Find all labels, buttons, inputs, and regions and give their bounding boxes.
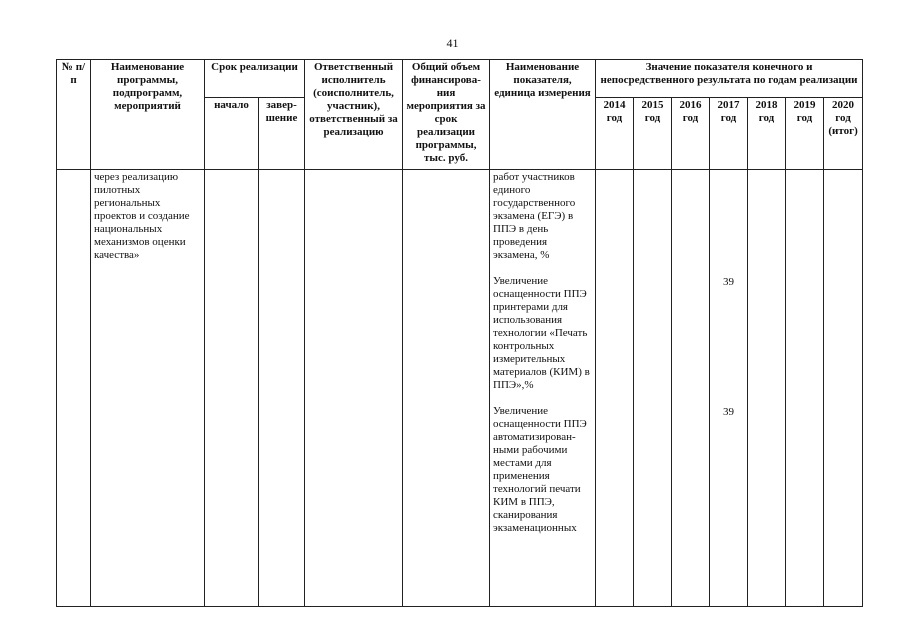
cell-value-2017 (710, 170, 748, 607)
header-num: № п/п (57, 60, 91, 170)
indicator-value: 39 (723, 275, 735, 288)
header-values-group: Значение показателя конечного и непосредственного результата по годам реализации (596, 60, 863, 98)
page-number: 41 (446, 36, 459, 50)
cell-value-2019 (786, 170, 824, 607)
header-year-2020: 2020 год (итог) (824, 98, 863, 170)
header-year-2016: 2016 год (672, 98, 710, 170)
indicator-value: 39 (723, 405, 735, 418)
cell-program-name: через реализацию пилотных региональных проектов и создание национальных механизмов оценки качества» (91, 170, 205, 607)
cell-indicators (490, 170, 596, 607)
program-table (56, 59, 863, 607)
cell-start (205, 170, 259, 607)
cell-executor (305, 170, 403, 607)
header-start: начало (205, 98, 259, 170)
cell-value-2018 (748, 170, 786, 607)
cell-value-2014 (596, 170, 634, 607)
header-indicator: Наименование показателя, единица измерения (490, 60, 596, 170)
cell-value-2020 (824, 170, 863, 607)
header-year-2019: 2019 год (786, 98, 824, 170)
header-period: Срок реализации (205, 60, 305, 98)
indicator-value (710, 172, 747, 185)
header-year-2018: 2018 год (748, 98, 786, 170)
cell-funding (403, 170, 490, 607)
indicator-text: работ участников единого государственного экзамена (ЕГЭ) в ППЭ в день проведения экзамена, % (493, 171, 576, 261)
header-end: завер-шение (259, 98, 305, 170)
header-year-2015: 2015 год (634, 98, 672, 170)
header-name: Наименование программы, подпрограмм, мероприятий (91, 60, 205, 170)
cell-end (259, 170, 305, 607)
indicator-text: Увеличение оснащенности ППЭ принтерами для использования технологии «Печать контрольных измерительных материалов (КИМ) в ППЭ»,% (493, 275, 590, 391)
cell-value-2016 (672, 170, 710, 607)
header-executor: Ответственный исполнитель (соисполнитель, участник), ответственный за реализацию (305, 60, 403, 170)
cell-num (57, 170, 91, 607)
indicator-text: Увеличение оснащенности ППЭ автоматизирован-ными рабочими местами для применения технологий печати КИМ в ППЭ, сканирования экзаменационных (493, 405, 587, 534)
header-year-2017: 2017 год (710, 98, 748, 170)
table-row (57, 170, 863, 607)
header-year-2014: 2014 год (596, 98, 634, 170)
cell-value-2015 (634, 170, 672, 607)
header-funding: Общий объем финансирова-ния мероприятия за срок реализации программы, тыс. руб. (403, 60, 490, 170)
